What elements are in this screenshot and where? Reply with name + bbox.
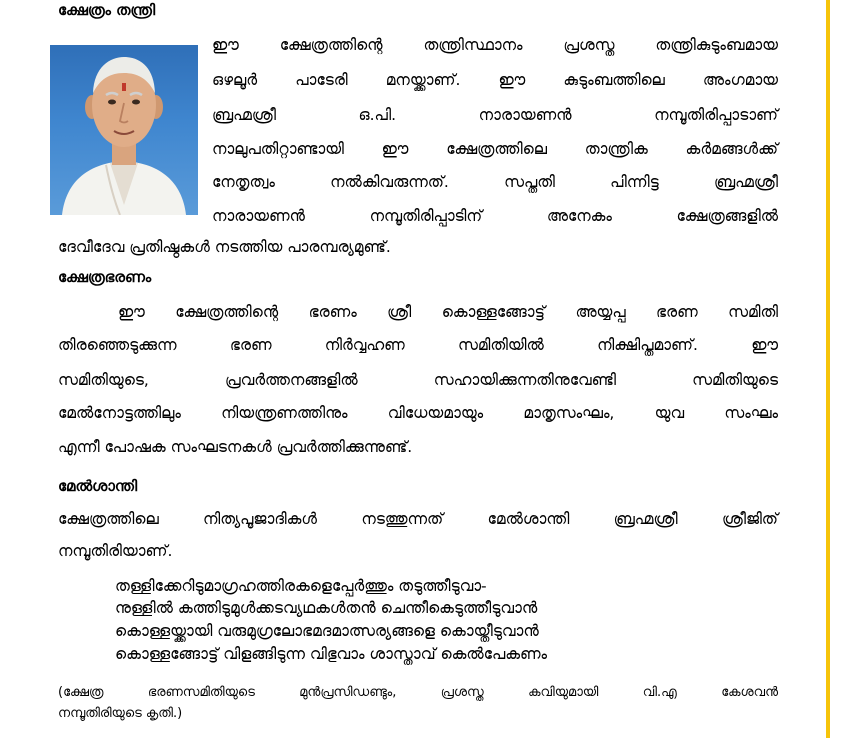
heading-temple-administration: ക്ഷേത്രഭരണം — [58, 268, 152, 286]
tantri-portrait-photo — [50, 45, 198, 215]
melshanti-paragraph-line: ക്ഷേത്രത്തിലെ നിത്യപൂജാദികൾ നടത്തുന്നത് മേൽശാന്തി ബ്രഹ്മശ്രീ ശ്രീജിത് — [58, 510, 778, 528]
tantri-paragraph-line: നേതൃത്വം നൽകിവരുന്നത്. സപ്തതി പിന്നിട്ട ബ്രഹ്മശ്രീ — [212, 173, 778, 191]
administration-paragraph-line: ഈ ക്ഷേത്രത്തിന്റെ ഭരണം ശ്രീ കൊള്ളങ്ങോട്ട് അയ്യപ്പ ഭരണ സമിതി — [118, 303, 778, 321]
administration-paragraph-line: എന്നീ പോഷക സംഘടനകൾ പ്രവർത്തിക്കുന്നുണ്ട്. — [58, 438, 413, 456]
administration-paragraph-line: സമിതിയുടെ, പ്രവർത്തനങ്ങളിൽ സഹായിക്കുന്നതിനുവേണ്ടി സമിതിയുടെ — [58, 371, 778, 389]
tantri-paragraph-line: ഈ ക്ഷേത്രത്തിന്റെ തന്ത്രിസ്ഥാനം പ്രശസ്ത തന്ത്രികുടുംബമായ — [212, 36, 778, 54]
tantri-paragraph-line: നാരായണൻ നമ്പൂതിരിപ്പാടിന് അനേകം ക്ഷേത്രങ്ങളിൽ — [212, 207, 778, 225]
tantri-paragraph-line: നാലുപതിറ്റാണ്ടായി ഈ ക്ഷേത്രത്തിലെ താന്ത്രിക കർമങ്ങൾക്ക് — [212, 140, 778, 158]
portrait-illustration — [50, 45, 198, 215]
poem-line: നുള്ളിൽ കത്തിടുമുൾക്കടവ്യഥകൾതൻ ചെന്തീകെടുത്തീടുവാൻ — [115, 599, 538, 617]
right-accent-bar — [826, 0, 830, 738]
poem-attribution-note: നമ്പൂതിരിയുടെ കൃതി.) — [58, 706, 183, 721]
heading-melshanti: മേൽശാന്തി — [58, 477, 138, 495]
poem-line: കൊള്ളങ്ങോട്ട് വിളങ്ങിടുന്ന വിഭുവാം ശാസ്താവ് കെൽപേകണം — [115, 645, 548, 663]
poem-line: തള്ളിക്കേറിടുമാഗ്രഹത്തിരകളെപ്പേർത്തും തടുത്തീടുവാ- — [115, 577, 487, 595]
administration-paragraph-line: മേൽനോട്ടത്തിലും നിയന്ത്രണത്തിനും വിധേയമായും മാതൃസംഘം, യുവ സംഘം — [58, 404, 778, 422]
tantri-paragraph-line: ബ്രഹ്മശ്രീ ഒ.പി. നാരായണൻ നമ്പൂതിരിപ്പാടാണ് — [212, 106, 778, 124]
poem-line: കൊള്ളയ്ക്കായി വരുമുഗ്രലോഭമദമാത്സര്യങ്ങളെ കൊയ്തീടുവാൻ — [115, 622, 539, 640]
tantri-paragraph-line: ഒഴലൂർ പാടേരി മനയ്ക്കാണ്. ഈ കുടുംബത്തിലെ അംഗമായ — [212, 71, 778, 89]
poem-attribution-note: (ക്ഷേത്ര ഭരണസമിതിയുടെ മുൻപ്രസിഡണ്ടും, പ്രശസ്ത കവിയുമായി വി.എ കേശവൻ — [58, 685, 778, 700]
administration-paragraph-line: തിരഞ്ഞെടുക്കുന്ന ഭരണ നിർവ്വഹണ സമിതിയിൽ നിക്ഷിപ്തമാണ്. ഈ — [58, 336, 778, 354]
melshanti-paragraph-line: നമ്പൂതിരിയാണ്. — [58, 542, 173, 560]
heading-temple-tantri: ക്ഷേത്രം തന്ത്രി — [58, 1, 156, 19]
tantri-paragraph-line: ദേവീദേവ പ്രതിഷ്ഠകൾ നടത്തിയ പാരമ്പര്യമുണ്ട്. — [58, 238, 391, 256]
